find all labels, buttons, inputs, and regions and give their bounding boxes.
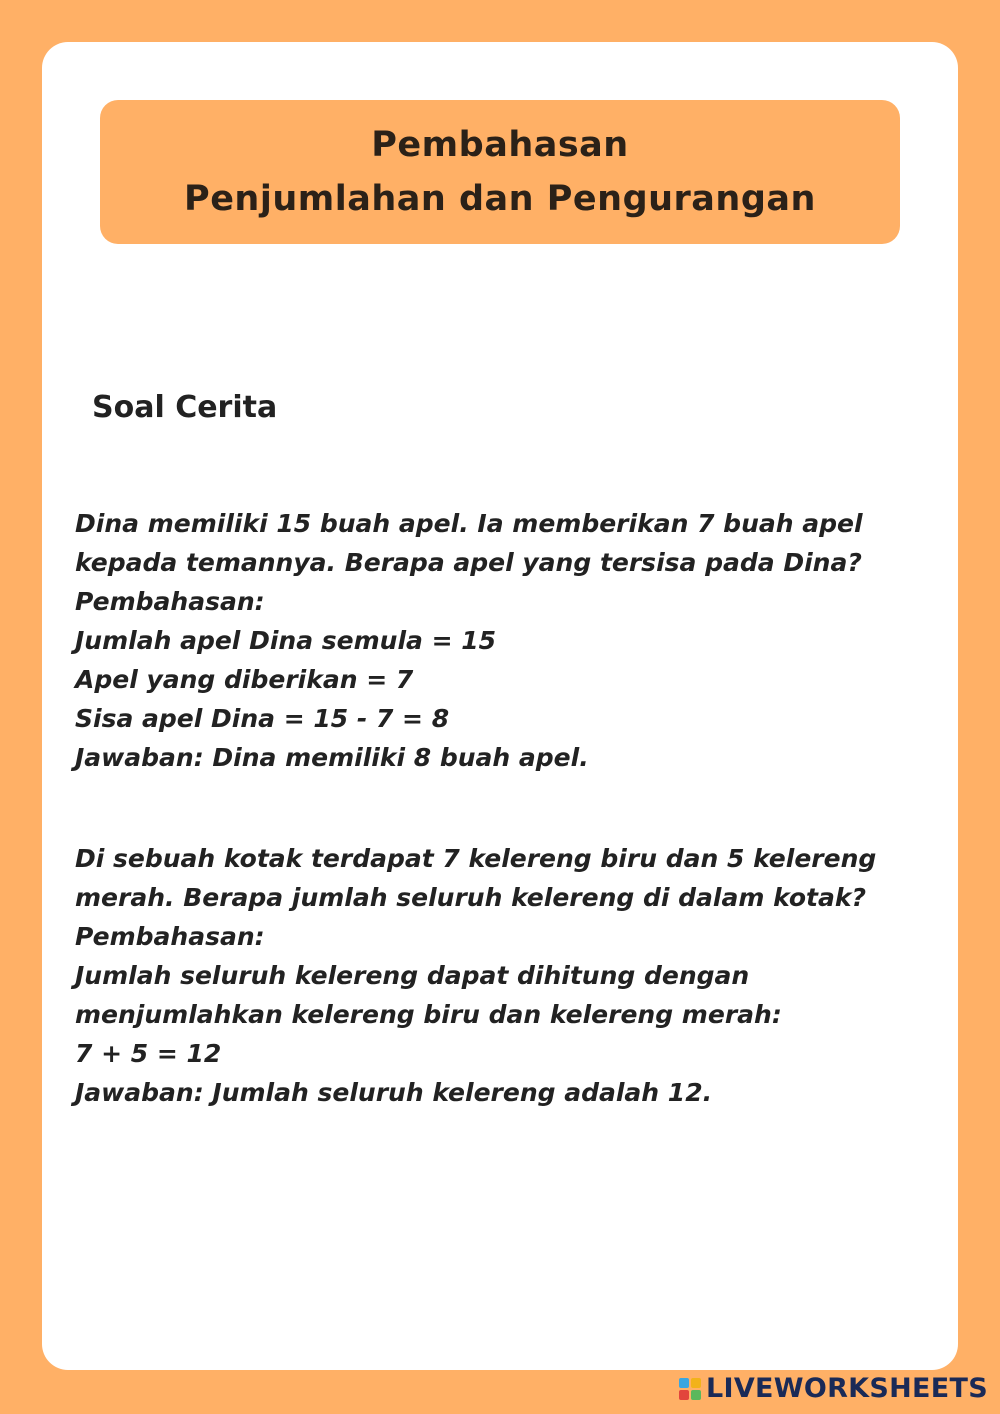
section-heading: Soal Cerita (92, 390, 278, 425)
problem-2-line: Pembahasan: (75, 922, 265, 951)
problem-1-line: Pembahasan: (75, 587, 265, 616)
worksheet-card (42, 42, 958, 1370)
brand-name: LIVEWORKSHEETS (705, 1373, 988, 1404)
problem-1-line: Dina memiliki 15 buah apel. Ia memberikan 7 buah apel (75, 509, 863, 538)
story-problem-1 (75, 504, 935, 777)
problem-2-line: 7 + 5 = 12 (75, 1039, 222, 1068)
problem-1-line: kepada temannya. Berapa apel yang tersisa pada Dina? (75, 548, 862, 577)
problem-1-line: Jumlah apel Dina semula = 15 (75, 626, 497, 655)
story-problem-2 (75, 839, 935, 1112)
problem-2-line: menjumlahkan kelereng biru dan kelereng merah: (75, 1000, 782, 1029)
problem-1-answer: Jawaban: Dina memiliki 8 buah apel. (75, 743, 589, 772)
problem-1-line: Sisa apel Dina = 15 - 7 = 8 (75, 704, 450, 733)
problem-2-answer: Jawaban: Jumlah seluruh kelereng adalah 12. (75, 1078, 713, 1107)
problem-1-line: Apel yang diberikan = 7 (75, 665, 414, 694)
liveworksheets-brand[interactable] (679, 1374, 988, 1404)
problem-2-line: Jumlah seluruh kelereng dapat dihitung dengan (75, 961, 750, 990)
liveworksheets-logo-icon (679, 1378, 701, 1400)
problem-2-line: Di sebuah kotak terdapat 7 kelereng biru dan 5 kelereng (75, 844, 877, 873)
title-line-1: Pembahasan (371, 125, 629, 165)
title-banner (100, 100, 900, 244)
title-line-2: Penjumlahan dan Pengurangan (184, 179, 816, 219)
problem-2-line: merah. Berapa jumlah seluruh kelereng di dalam kotak? (75, 883, 866, 912)
